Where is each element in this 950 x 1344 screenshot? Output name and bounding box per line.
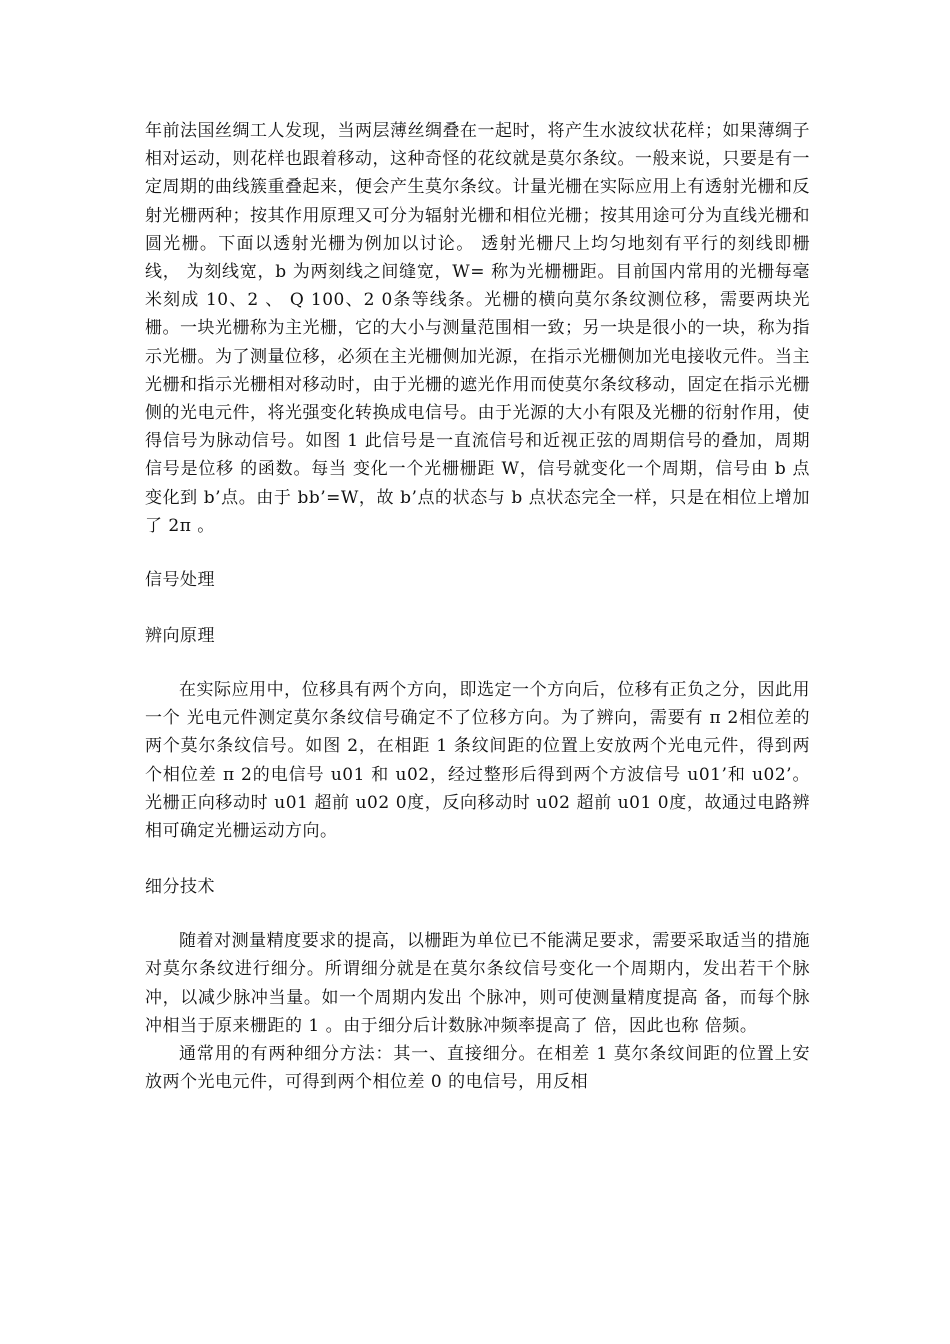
paragraph-direction-principle: 在实际应用中，位移具有两个方向，即选定一个方向后，位移有正负之分，因此用一个 光电元件测定莫尔条纹信号确定不了位移方向。为了辨向，需要有 π 2相位差的两个莫尔条纹信号。如图 2，在相距 1 条纹间距的位置上安放两个光电元件，得到两个相位差 π 2的电信号 u01 和 u02，经过整形后得到两个方波信号 u01’和 u02’。光栅正向移动时 u01 超前 u02 0度，反向移动时 u02 超前 u01 0度，故通过电路辨相可确定光栅运动方向。 [145,680,810,842]
document-body [145,117,810,1096]
paragraph-subdivision-methods: 通常用的有两种细分方法：其一、直接细分。在相差 1 莫尔条纹间距的位置上安放两个光电元件，可得到两个相位差 0 的电信号，用反相 [145,1044,810,1093]
paragraph-subdivision: 随着对测量精度要求的提高，以栅距为单位已不能满足要求，需要采取适当的措施对莫尔条纹进行细分。所谓细分就是在莫尔条纹信号变化一个周期内，发出若干个脉冲，以减少脉冲当量。如一个周期内发出 个脉冲，则可使测量精度提高 备，而每个脉冲相当于原来栅距的 1 。由于细分后计数脉冲频率提高了 倍，因此也称 倍频。 [145,931,810,1036]
heading-signal-processing: 信号处理 [145,570,215,591]
heading-direction-principle: 辨向原理 [145,626,215,647]
paragraph-grating-intro: 年前法国丝绸工人发现，当两层薄丝绸叠在一起时，将产生水波纹状花样；如果薄绸子相对运动，则花样也跟着移动，这种奇怪的花纹就是莫尔条纹。一般来说，只要是有一定周期的曲线簇重叠起来，便会产生莫尔条纹。计量光栅在实际应用上有透射光栅和反射光栅两种；按其作用原理又可分为辐射光栅和相位光栅；按其用途可分为直线光栅和圆光栅。下面以透射光栅为例加以讨论。 透射光栅尺上均匀地刻有平行的刻线即栅线， 为刻线宽，b 为两刻线之间缝宽，W= 称为光栅栅距。目前国内常用的光栅每毫米刻成 10、2 、 Q 100、2 0条等线条。光栅的横向莫尔条纹测位移，需要两块光栅。一块光栅称为主光栅，它的大小与测量范围相一致；另一块是很小的一块，称为指示光栅。为了测量位移，必须在主光栅侧加光源，在指示光栅侧加光电接收元件。当主光栅和指示光栅相对移动时，由于光栅的遮光作用而使莫尔条纹移动，固定在指示光栅侧的光电元件，将光强变化转换成电信号。由于光源的大小有限及光栅的衍射作用，使得信号为脉动信号。如图 1 此信号是一直流信号和近视正弦的周期信号的叠加，周期信号是位移 的函数。每当 变化一个光栅栅距 W，信号就变化一个周期，信号由 b 点变化到 b’点。由于 bb’=W，故 b’点的状态与 b 点状态完全一样，只是在相位上增加了 2π 。 [145,121,810,536]
heading-subdivision-technique: 细分技术 [145,877,215,898]
